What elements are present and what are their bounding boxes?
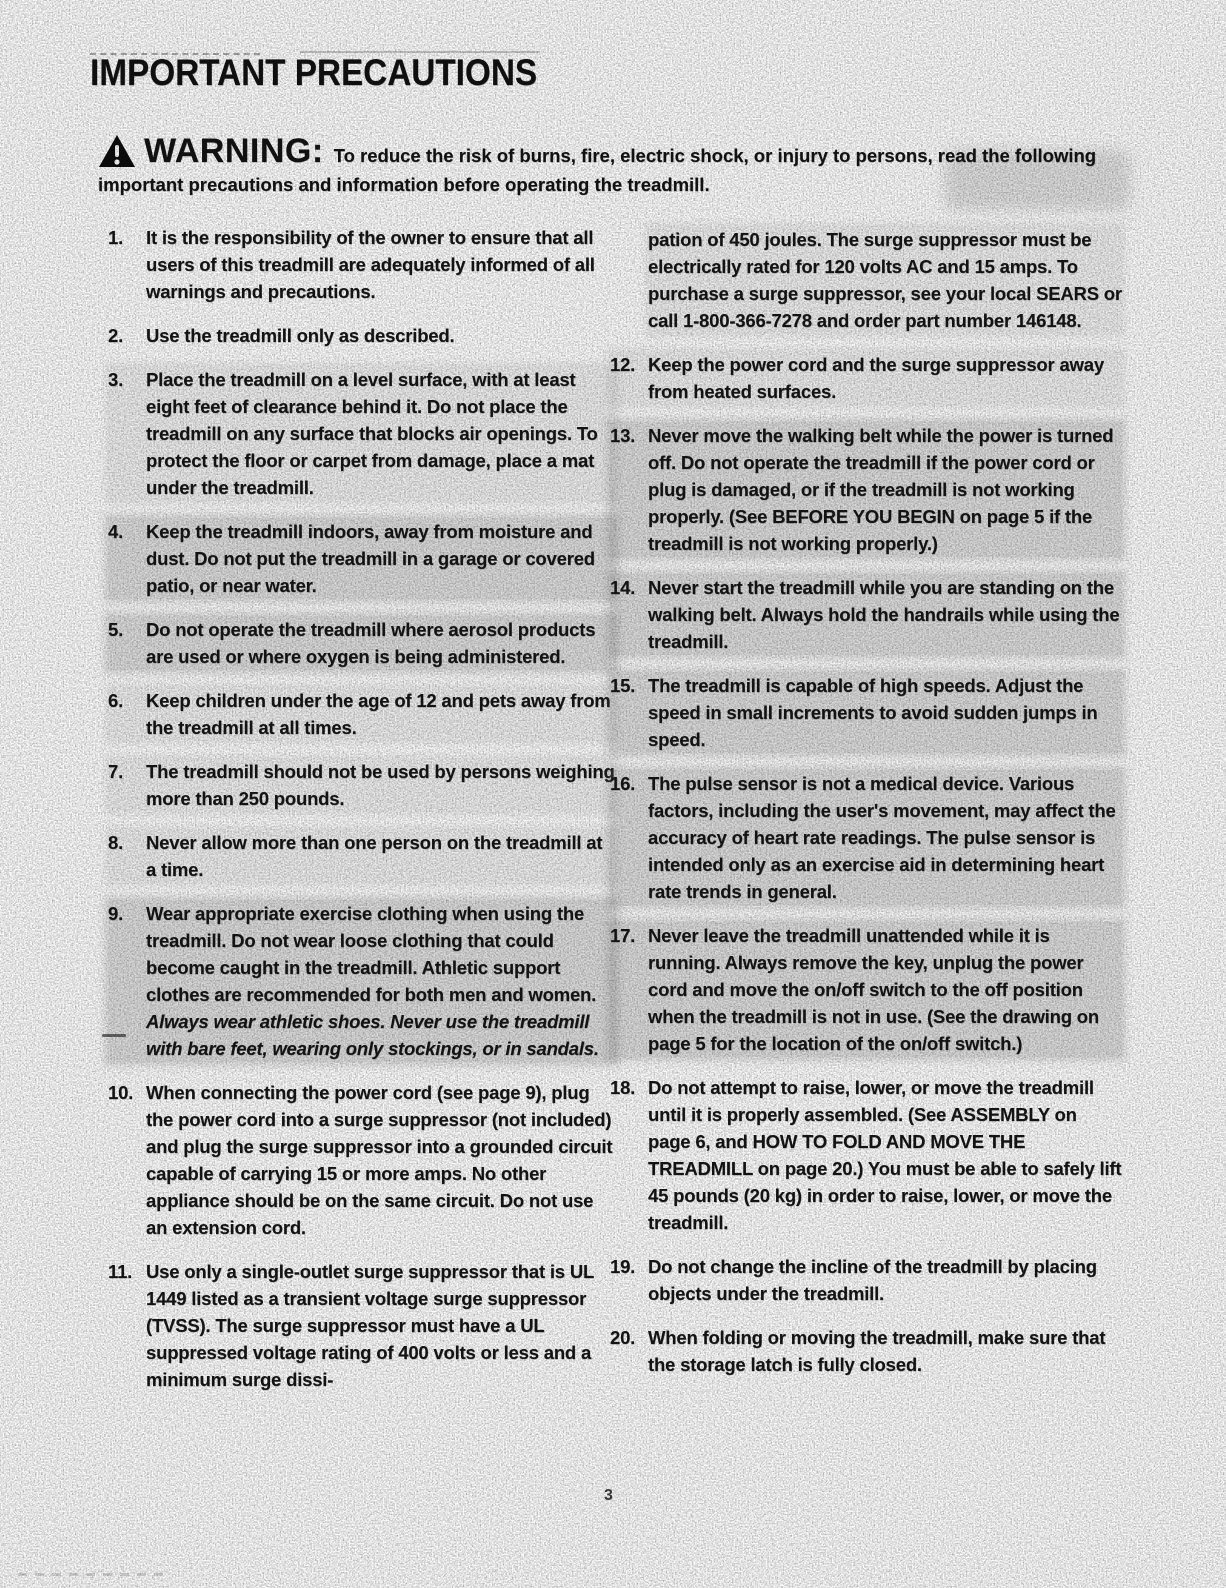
item-number: 2. — [108, 325, 124, 346]
precaution-item — [108, 1079, 616, 1241]
precaution-item — [108, 829, 616, 883]
item-number: 7. — [108, 761, 124, 782]
precaution-item — [108, 322, 616, 349]
precaution-item — [610, 672, 1122, 753]
item-text: Keep the power cord and the surge suppressor away from heated surfaces. — [648, 354, 1104, 402]
item-number: 15. — [610, 675, 636, 696]
item-number: 6. — [108, 690, 124, 711]
scan-artifact-dash — [102, 1034, 126, 1037]
item-number: 9. — [108, 903, 124, 924]
item-text: Use the treadmill only as described. — [146, 325, 455, 346]
precaution-item — [108, 758, 616, 812]
precautions-right-column — [610, 226, 1122, 1395]
item-number: 14. — [610, 577, 636, 598]
item-number: 17. — [610, 925, 636, 946]
warning-banner — [98, 134, 1098, 199]
precaution-item — [610, 770, 1122, 905]
warning-triangle-icon — [98, 134, 136, 168]
item-number: 19. — [610, 1256, 636, 1277]
precautions-left-column — [108, 224, 616, 1410]
precaution-item — [108, 616, 616, 670]
precaution-item — [610, 574, 1122, 655]
item-text: When folding or moving the treadmill, make sure that the storage latch is fully closed. — [648, 1327, 1106, 1375]
page-number: 3 — [604, 1487, 613, 1504]
item-number: 11. — [108, 1261, 133, 1282]
item-text: The treadmill is capable of high speeds. Adjust the speed in small increments to avoid sudden jumps in speed. — [648, 675, 1098, 750]
item-text: The treadmill should not be used by persons weighing more than 250 pounds. — [146, 761, 615, 809]
precaution-item — [610, 922, 1122, 1057]
precaution-item — [610, 1253, 1122, 1307]
item-number: 5. — [108, 619, 124, 640]
item-text: When connecting the power cord (see page 9), plug the power cord into a surge suppressor (not included) and plug the surge suppressor into a grounded circuit capable of carrying 15 or more amps. No other appliance should be on the same circuit. Do not use an extension cord. — [146, 1082, 613, 1238]
item-text: Do not attempt to raise, lower, or move the treadmill until it is properly assembled. (See ASSEMBLY on page 6, and HOW TO FOLD AND MOVE THE TREADMILL on page 20.) You must be able to safely lift 45 pounds (20 kg) in order to raise, lower, or move the treadmill. — [648, 1077, 1122, 1233]
item-number: 18. — [610, 1077, 636, 1098]
item-text: Wear appropriate exercise clothing when using the treadmill. Do not wear loose clothing that could become caught in the treadmill. Athletic support clothes are recommended for both men and women. — [146, 903, 597, 1005]
item-text: Place the treadmill on a level surface, with at least eight feet of clearance behind it. Do not place the treadmill on any surface that blocks air openings. To protect the floor or carpet from damage, place a mat under the treadmill. — [146, 369, 598, 498]
scan-artifact-smudge — [18, 1573, 168, 1576]
item-number: 20. — [610, 1327, 636, 1348]
item-text: It is the responsibility of the owner to ensure that all users of this treadmill are adequately informed of all warnings and precautions. — [146, 227, 595, 302]
precaution-item — [108, 518, 616, 599]
item-number: 16. — [610, 773, 636, 794]
item-number: 10. — [108, 1082, 134, 1103]
item-number: 4. — [108, 521, 124, 542]
item-number: 8. — [108, 832, 124, 853]
item-text: Never move the walking belt while the power is turned off. Do not operate the treadmill if the power cord or plug is damaged, or if the treadmill is not working properly. (See BEFORE YOU BEGIN on page 5 if the treadmill is not working properly.) — [648, 425, 1114, 554]
precaution-item — [108, 687, 616, 741]
precaution-item — [610, 351, 1122, 405]
precaution-item — [108, 366, 616, 501]
item-text-italic: Always wear athletic shoes. Never use the treadmill with bare feet, wearing only stockings, or in sandals. — [146, 1011, 599, 1059]
warning-label: WARNING: — [144, 132, 324, 170]
item-number: 12. — [610, 354, 636, 375]
item-number: 1. — [108, 227, 124, 248]
item-text: Never start the treadmill while you are standing on the walking belt. Always hold the handrails while using the treadmill. — [648, 577, 1120, 652]
item-text: Do not change the incline of the treadmill by placing objects under the treadmill. — [648, 1256, 1097, 1304]
precaution-item — [108, 1258, 616, 1393]
page-title: IMPORTANT PRECAUTIONS — [90, 52, 538, 93]
item-number: 3. — [108, 369, 124, 390]
precaution-item — [108, 224, 616, 305]
precaution-item — [610, 1074, 1122, 1236]
warning-text: To reduce the risk of burns, fire, electric shock, or injury to persons, read the following important precautions and information before operating the treadmill. — [98, 145, 1097, 195]
item-text: Never leave the treadmill unattended while it is running. Always remove the key, unplug the power cord and move the on/off switch to the off position when the treadmill is not in use. (See the drawing on page 5 for the location of the on/off switch.) — [648, 925, 1099, 1054]
precaution-item — [108, 900, 616, 1062]
precaution-item — [610, 422, 1122, 557]
item-text: Use only a single-outlet surge suppressor that is UL 1449 listed as a transient voltage surge suppressor (TVSS). The surge suppressor must have a UL suppressed voltage rating of 400 volts or less and a minimum surge dissi- — [146, 1261, 594, 1390]
item-text: The pulse sensor is not a medical device. Various factors, including the user's movement, may affect the accuracy of heart rate readings. The pulse sensor is intended only as an exercise aid in determining heart rate trends in general. — [648, 773, 1116, 902]
item-text: Do not operate the treadmill where aerosol products are used or where oxygen is being administered. — [146, 619, 596, 667]
item-text: Never allow more than one person on the treadmill at a time. — [146, 832, 603, 880]
item-number: 13. — [610, 425, 636, 446]
item-11-continuation: pation of 450 joules. The surge suppressor must be electrically rated for 120 volts AC and 15 amps. To purchase a surge suppressor, see your local SEARS or call 1-800-366-7278 and order part number 146148. — [648, 226, 1122, 334]
item-text: Keep the treadmill indoors, away from moisture and dust. Do not put the treadmill in a garage or covered patio, or near water. — [146, 521, 595, 596]
item-text: Keep children under the age of 12 and pets away from the treadmill at all times. — [146, 690, 611, 738]
precaution-item — [610, 1324, 1122, 1378]
